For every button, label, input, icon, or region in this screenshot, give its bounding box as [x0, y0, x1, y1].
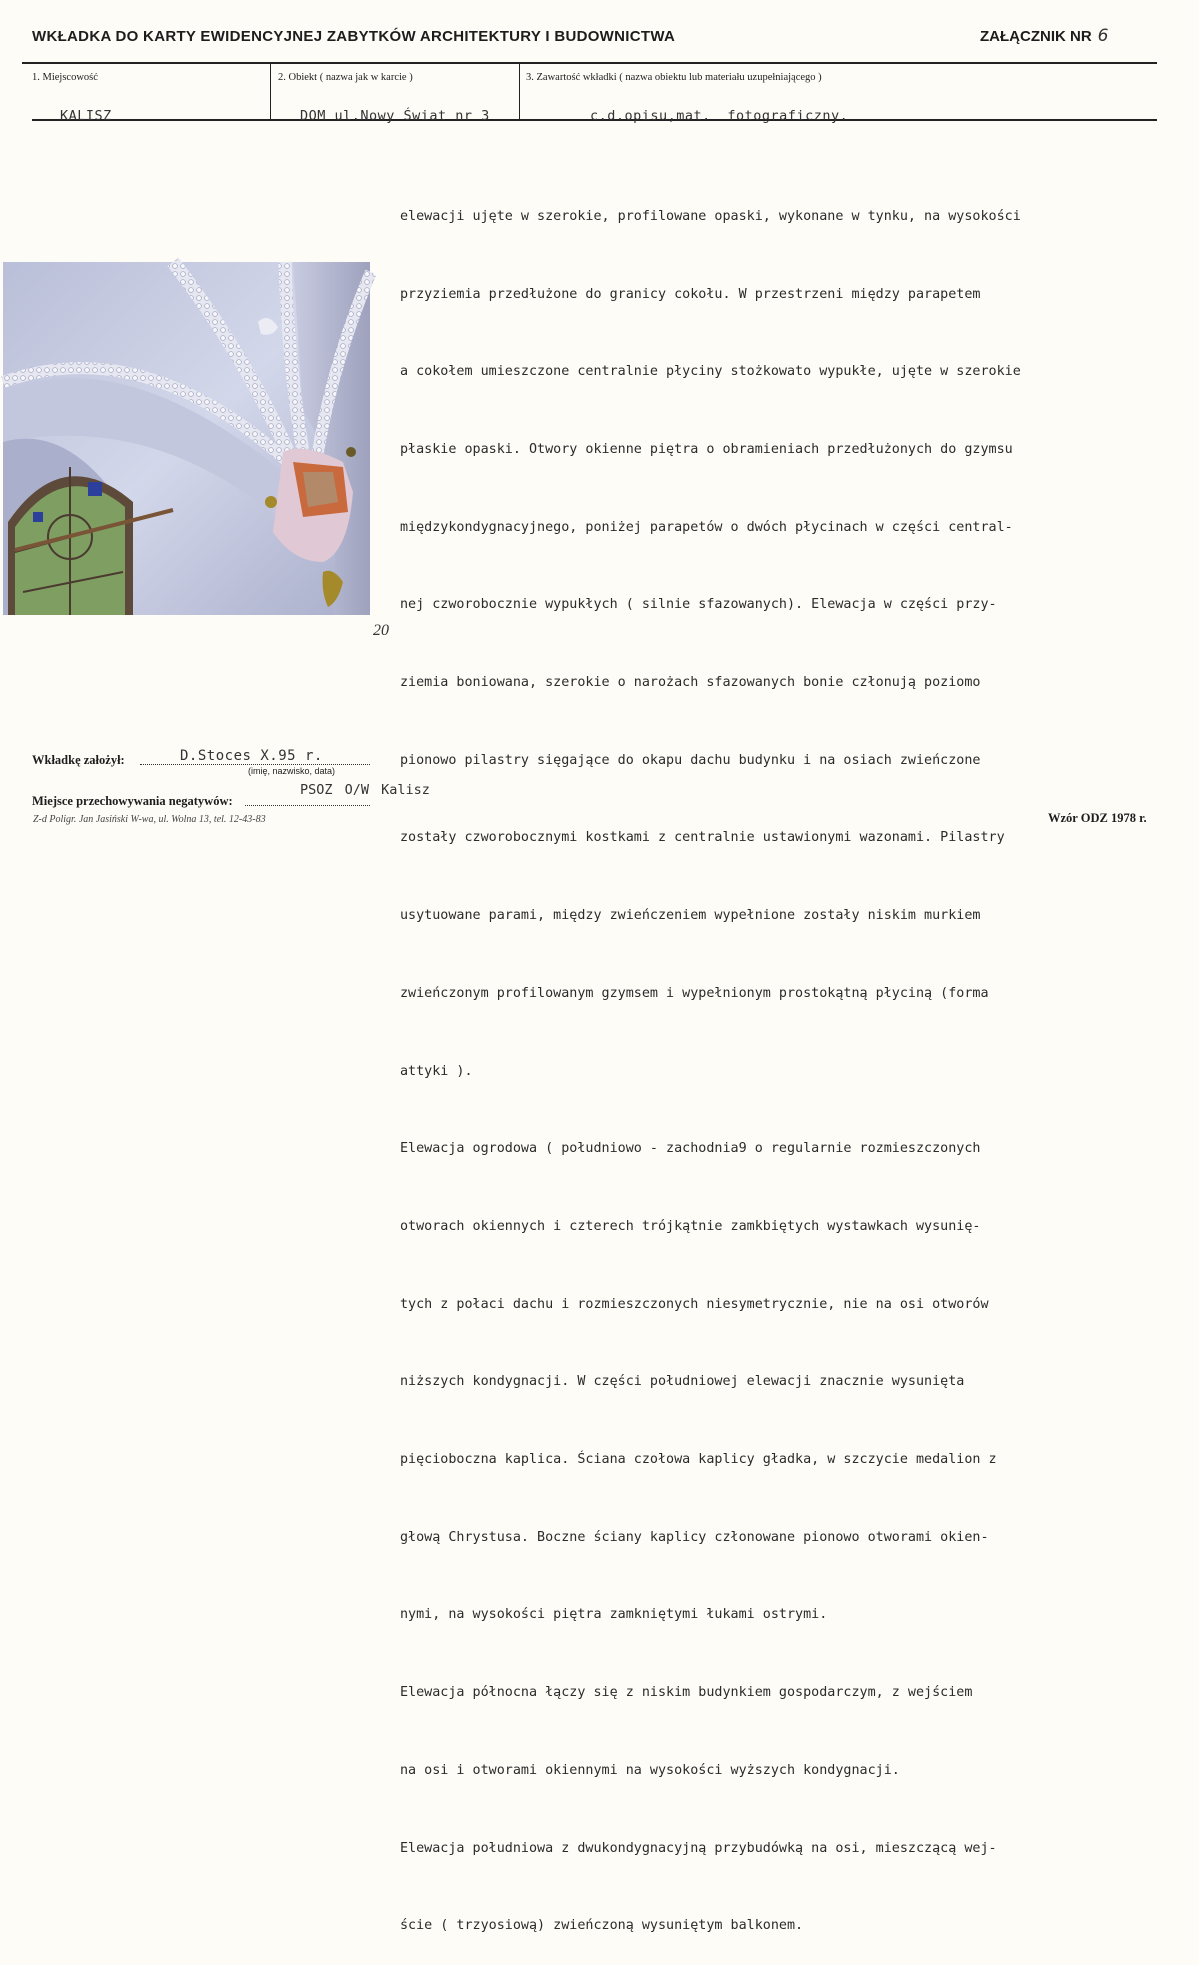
text-line: ście ( trzyosiową) zwieńczoną wysuniętym balkonem. — [400, 1918, 804, 1934]
attachment-label: ZAŁĄCZNIK NR — [980, 28, 1092, 45]
printer-imprint: Z-d Poligr. Jan Jasiński W-wa, ul. Wolna 13, tel. 12-43-83 — [33, 814, 266, 825]
form-template-version: Wzór ODZ 1978 r. — [1048, 811, 1147, 825]
storage-dotted-line — [245, 805, 370, 806]
text-line: przyziemia przedłużone do granicy cokołu. W przestrzeni między parapetem — [400, 286, 981, 302]
text-line: Elewacja północna łączy się z niskim budynkiem gospodarczym, z wejściem — [400, 1685, 973, 1701]
text-line: niższych kondygnacji. W części południowej elewacji znacznie wysunięta — [400, 1374, 965, 1390]
object-value: DOM ul.Nowy Świat nr 3 — [300, 108, 490, 124]
text-line: Elewacja ogrodowa ( południowo - zachodnia9 o regularnie rozmieszczonych — [400, 1141, 981, 1157]
text-line: płaskie opaski. Otwory okienne piętra o obramieniach przedłużonych do gzymsu — [400, 441, 1013, 457]
text-line: attyki ). — [400, 1063, 473, 1079]
author-label: Wkładkę założył: — [32, 753, 125, 767]
table-top-line — [22, 62, 1157, 64]
author-value: D.Stoces X.95 r. — [180, 748, 323, 764]
storage-label: Miejsce przechowywania negatywów: — [32, 794, 233, 808]
locality-value: KALISZ — [60, 108, 112, 124]
text-line: elewacji ujęte w szerokie, profilowane opaski, wykonane w tynku, na wysokości — [400, 208, 1021, 224]
text-line: nymi, na wysokości piętra zamkniętymi łukami ostrymi. — [400, 1607, 828, 1623]
attachment-number-field — [980, 26, 1108, 46]
locality-label: 1. Miejscowość — [32, 72, 98, 83]
text-line: ziemia boniowana, szerokie o narożach sfazowanych bonie członują poziomo — [400, 675, 981, 691]
text-line: pionowo pilastry sięgające do okapu dachu budynku i na osiach zwieńczone — [400, 752, 981, 768]
vault-photo-image — [3, 262, 370, 615]
storage-value: PSOZ O/W Kalisz — [300, 782, 430, 798]
form-title: WKŁADKA DO KARTY EWIDENCYJNEJ ZABYTKÓW ARCHITEKTURY I BUDOWNICTWA — [32, 28, 676, 45]
content-label: 3. Zawartość wkładki ( nazwa obiektu lub materiału uzupełniającego ) — [526, 72, 822, 83]
text-line: zwieńczonym profilowanym gzymsem i wypełnionym prostokątną płyciną (forma — [400, 985, 989, 1001]
text-line: otworach okiennych i czterech trójkątnie zamkbiętych wystawkach wysunię- — [400, 1218, 981, 1234]
photo-number: 20 — [373, 622, 389, 639]
text-line: tych z połaci dachu i rozmieszczonych niesymetrycznie, nie na osi otworów — [400, 1296, 989, 1312]
author-hint: (imię, nazwisko, data) — [248, 766, 336, 776]
description-text — [400, 152, 1175, 1965]
object-label: 2. Obiekt ( nazwa jak w karcie ) — [278, 72, 413, 83]
text-line: międzykondygnacyjnego, poniżej parapetów o dwóch płycinach w części central- — [400, 519, 1013, 535]
text-line: usytuowane parami, między zwieńczeniem wypełnione zostały niskim murkiem — [400, 908, 981, 924]
column-divider-1 — [270, 63, 271, 121]
text-line: na osi i otworami okiennymi na wysokości wyższych kondygnacji. — [400, 1762, 900, 1778]
text-line: a cokołem umieszczone centralnie płyciny stożkowato wypukłe, ujęte w szerokie — [400, 364, 1021, 380]
attachment-number: 6 — [1097, 26, 1109, 46]
text-line: nej czworobocznie wypukłych ( silnie sfazowanych). Elewacja w części przy- — [400, 597, 997, 613]
text-line: pięcioboczna kaplica. Ściana czołowa kaplicy gładka, w szczycie medalion z — [400, 1452, 997, 1468]
interior-photograph — [3, 262, 370, 615]
content-value: c.d.opisu,mat. fotograficzny. — [590, 108, 849, 124]
text-line: zostały czworobocznymi kostkami z centralnie ustawionymi wazonami. Pilastry — [400, 830, 1005, 846]
text-line: Elewacja południowa z dwukondygnacyjną przybudówką na osi, mieszczącą wej- — [400, 1840, 997, 1856]
text-line: głową Chrystusa. Boczne ściany kaplicy członowane pionowo otworami okien- — [400, 1529, 989, 1545]
author-dotted-line — [140, 764, 370, 765]
